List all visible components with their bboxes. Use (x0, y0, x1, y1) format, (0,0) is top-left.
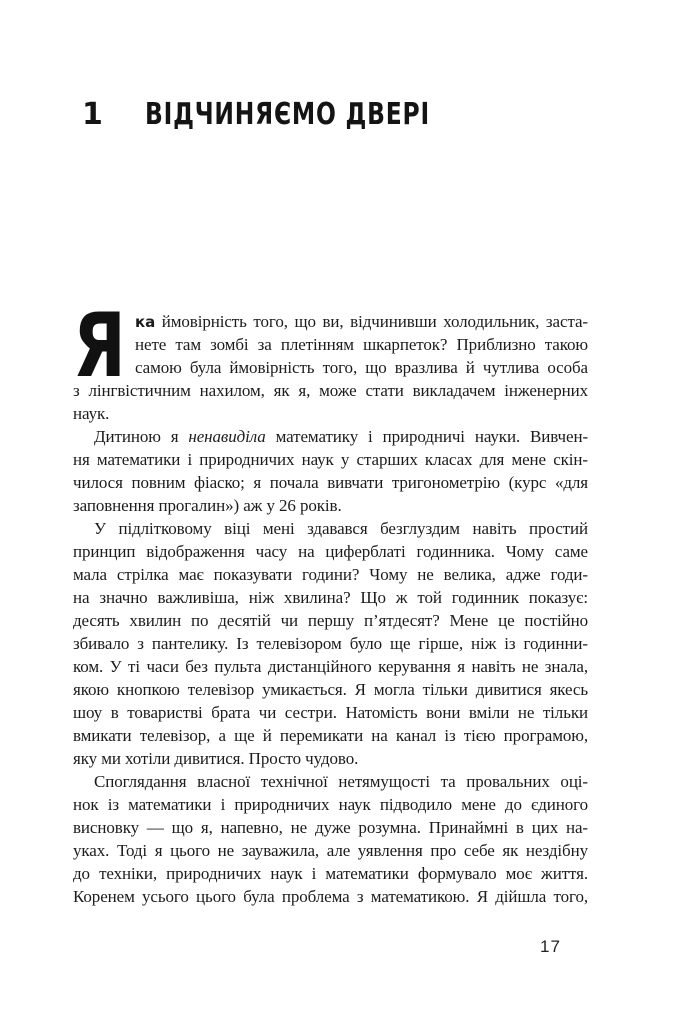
italic-text: ненавиділа (188, 427, 266, 446)
text-line (73, 793, 588, 816)
text-segment: вмикати телевізор, а ще й перемикати на канал із тією програмою, (73, 726, 588, 745)
text-line (73, 816, 588, 839)
text-line (73, 770, 588, 793)
text-line (73, 379, 588, 402)
text-segment: шоу в товаристві брата чи сестри. Натомість вони вміли не тільки (73, 703, 588, 722)
text-segment: У підлітковому віці мені здавався безглуздим навіть простий (94, 519, 588, 538)
text-line (73, 678, 588, 701)
text-line (73, 540, 588, 563)
text-line (73, 862, 588, 885)
text-line (73, 402, 588, 425)
text-line (73, 724, 588, 747)
text-segment: Споглядання власної технічної нетямущості та провальних оці- (94, 772, 588, 791)
text-segment: Дитиною я (94, 427, 189, 446)
paragraph (73, 770, 588, 908)
page-number: 17 (540, 937, 561, 956)
paragraph (73, 294, 588, 425)
text-segment: математику і природничі науки. Вивчен- (265, 427, 589, 446)
text-line (73, 701, 588, 724)
text-segment: самою була ймовірність того, що вразлива й чутлива особа (135, 358, 588, 377)
text-line (73, 747, 588, 770)
text-line (73, 632, 588, 655)
text-segment: наук. (73, 404, 110, 423)
text-segment: уках. Тоді я цього не зауважила, але уявлення про себе як нездібну (73, 841, 588, 860)
paragraph (73, 517, 588, 770)
bold-lead-in: ка (135, 313, 156, 331)
text-line (73, 586, 588, 609)
drop-cap-letter: Я (73, 294, 126, 397)
text-segment: до техніки, природничих наук і математики формувало моє життя. (73, 864, 588, 883)
text-segment: принцип відображення часу на циферблаті годинника. Чому саме (73, 542, 588, 561)
text-segment: на значно важливіша, ніж хвилина? Що ж той годинник показує: (73, 588, 588, 607)
text-line (73, 425, 588, 448)
text-segment: десять хвилин по десятій чи першу п’ятдесят? Мене це постійно (73, 611, 588, 630)
chapter-number: 1 (82, 97, 103, 132)
text-segment: мала стрілка має показувати години? Чому не велика, адже годи- (73, 565, 588, 584)
paragraph (73, 425, 588, 517)
text-line (73, 609, 588, 632)
text-line (73, 494, 588, 517)
text-segment: заповнення прогалин») аж у 26 років. (73, 496, 342, 515)
text-segment: нок із математики і природничих наук підводило мене до єдиного (73, 795, 588, 814)
drop-cap (73, 294, 126, 397)
text-segment: збивало з пантелику. Із телевізором було ще гірше, ніж із годинни- (73, 634, 588, 653)
text-line (73, 333, 588, 356)
text-segment: ймовірність того, що ви, відчинивши холодильник, заста- (155, 312, 588, 331)
text-line (73, 356, 588, 379)
text-line (73, 655, 588, 678)
chapter-title: ВІДЧИНЯЄМО ДВЕРІ (145, 97, 430, 132)
text-line (73, 448, 588, 471)
text-line (73, 310, 588, 333)
text-segment: висновку — що я, напевно, не дуже розумна. Принаймні в цих на- (73, 818, 588, 837)
text-segment: ня математики і природничих наук у старших класах для мене скін- (73, 450, 588, 469)
text-line (73, 471, 588, 494)
chapter-heading (82, 98, 510, 132)
body-text (73, 294, 589, 908)
text-segment: ком. У ті часи без пульта дистанційного керування я навіть не знала, (73, 657, 588, 676)
text-segment: якою кнопкою телевізор умикається. Я могла тільки дивитися якесь (73, 680, 588, 699)
text-segment: нете там зомбі за плетінням шкарпеток? Приблизно такою (135, 335, 588, 354)
text-segment: чилося повним фіаско; я почала вивчати тригонометрію (курс «для (73, 473, 588, 492)
text-line (73, 839, 588, 862)
text-line (73, 885, 588, 908)
text-line (73, 563, 588, 586)
text-segment: з лінгвістичним нахилом, як я, може стати викладачем інженерних (73, 381, 588, 400)
text-segment: яку ми хотіли дивитися. Просто чудово. (73, 749, 359, 768)
text-segment: Коренем усього цього була проблема з математикою. Я дійшла того, (73, 887, 588, 906)
text-line (73, 517, 588, 540)
